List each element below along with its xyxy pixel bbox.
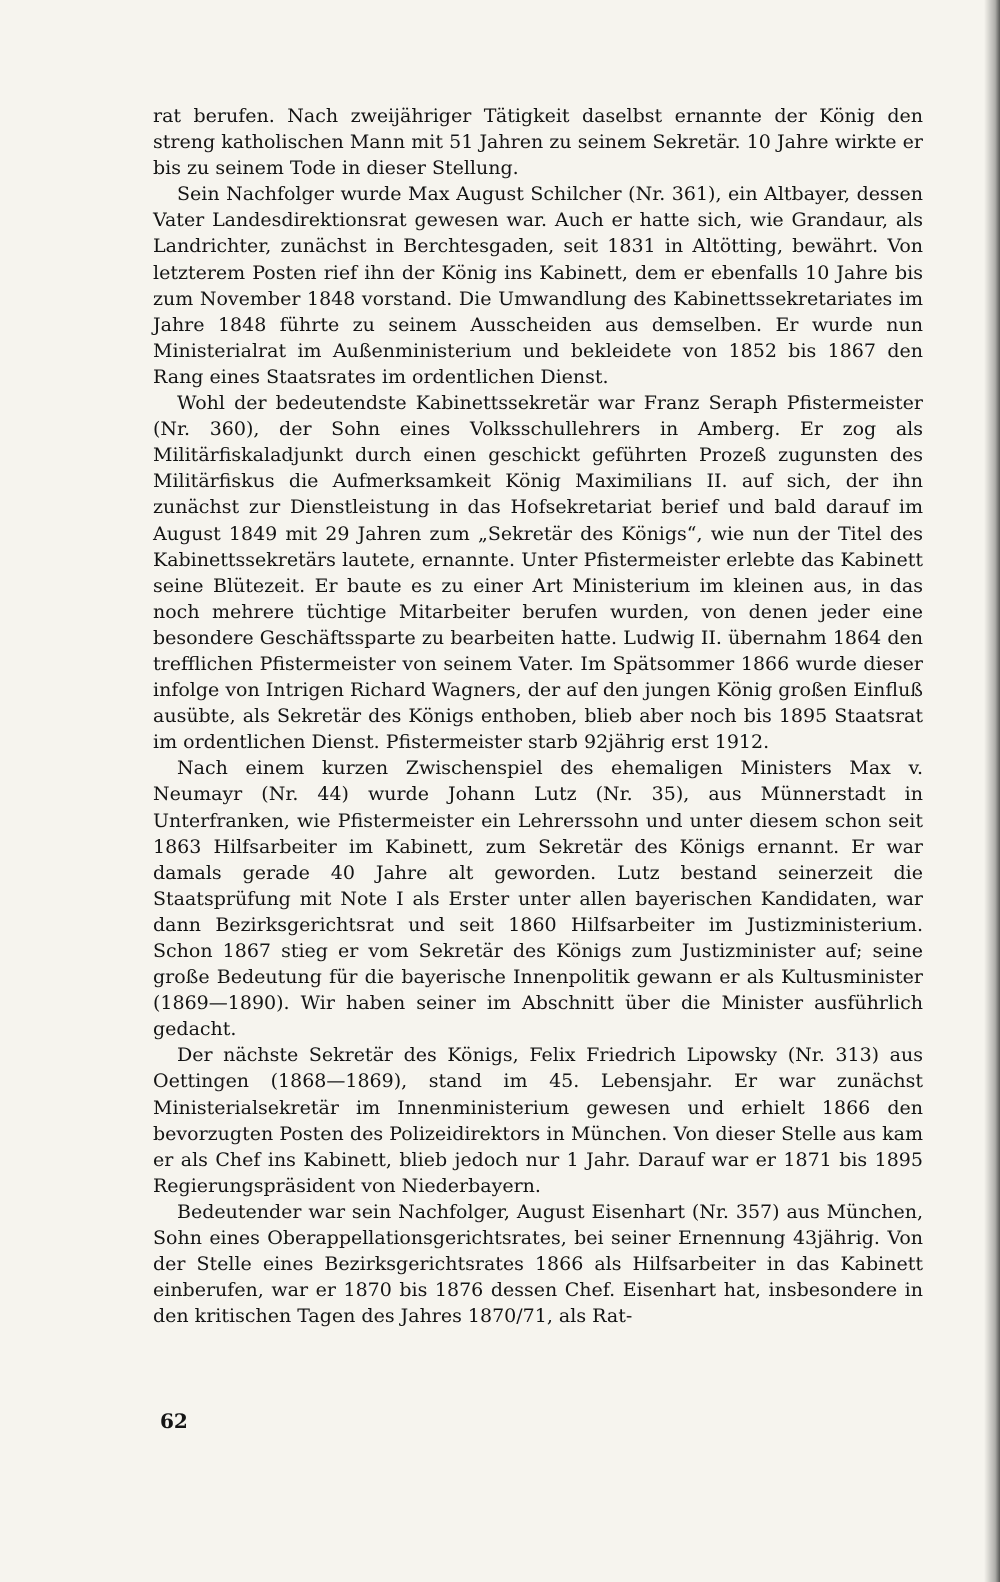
page-number: 62 (160, 1409, 188, 1433)
paragraph: rat berufen. Nach zweijähriger Tätigkeit daselbst ernannte der König den streng katholischen Mann mit 51 Jahren zu seinem Sekretär. 10 Jahre wirkte er bis zu seinem Tode in dieser Stellung. (153, 105, 923, 180)
paragraph: Der nächste Sekretär des Königs, Felix Friedrich Lipowsky (Nr. 313) aus Oettingen (1868—1869), stand im 45. Lebensjahr. Er war zunächst Ministerialsekretär im Innenministerium gewesen und erhielt 1866 den bevorzugten Posten des Polizeidirektors in München. Von dieser Stelle aus kam er als Chef ins Kabinett, blieb jedoch nur 1 Jahr. Darauf war er 1871 bis 1895 Regierungspräsident von Niederbayern. (153, 1044, 923, 1197)
spine-shadow (984, 0, 1000, 1582)
body-text (153, 103, 923, 1329)
paragraph: Nach einem kurzen Zwischenspiel des ehemaligen Ministers Max v. Neumayr (Nr. 44) wurde Johann Lutz (Nr. 35), aus Münnerstadt in Unterfranken, wie Pfistermeister ein Lehrerssohn und unter diesem schon seit 1863 Hilfsarbeiter im Kabinett, zum Sekretär des Königs ernannt. Er war damals gerade 40 Jahre alt geworden. Lutz bestand seinerzeit die Staatsprüfung mit Note I als Erster unter allen bayerischen Kandidaten, war dann Bezirksgerichtsrat und seit 1860 Hilfsarbeiter im Justizministerium. Schon 1867 stieg er vom Sekretär des Königs zum Justizminister auf; seine große Bedeutung für die bayerische Innenpolitik gewann er als Kultusminister (1869—1890). Wir haben seiner im Abschnitt über die Minister ausführlich gedacht. (153, 757, 923, 1041)
paragraph: Sein Nachfolger wurde Max August Schilcher (Nr. 361), ein Altbayer, dessen Vater Landesdirektionsrat gewesen war. Auch er hatte sich, wie Grandaur, als Landrichter, zunächst in Berchtesgaden, seit 1831 in Altötting, bewährt. Von letzterem Posten rief ihn der König ins Kabinett, dem er ebenfalls 10 Jahre bis zum November 1848 vorstand. Die Umwandlung des Kabinettssekretariates im Jahre 1848 führte zu seinem Ausscheiden aus demselben. Er wurde nun Ministerialrat im Außenministerium und bekleidete von 1852 bis 1867 den Rang eines Staatsrates im ordentlichen Dienst. (153, 183, 923, 388)
paragraph: Wohl der bedeutendste Kabinettssekretär war Franz Seraph Pfistermeister (Nr. 360), der Sohn eines Volksschullehrers in Amberg. Er zog als Militärfiskaladjunkt durch einen geschickt geführten Prozeß zugunsten des Militärfiskus die Aufmerksamkeit König Maximilians II. auf sich, der ihn zunächst zur Dienstleistung in das Hofsekretariat berief und bald darauf im August 1849 mit 29 Jahren zum „Sekretär des Königs“, wie nun der Titel des Kabinettssekretärs lautete, ernannte. Unter Pfistermeister erlebte das Kabinett seine Blütezeit. Er baute es zu einer Art Ministerium im kleinen aus, in das noch mehrere tüchtige Mitarbeiter berufen wurden, von denen jeder eine besondere Geschäftssparte zu bearbeiten hatte. Ludwig II. übernahm 1864 den trefflichen Pfistermeister von seinem Vater. Im Spätsommer 1866 wurde dieser infolge von Intrigen Richard Wagners, der auf den jungen König großen Einfluß ausübte, als Sekretär des Königs enthoben, blieb aber noch bis 1895 Staatsrat im ordentlichen Dienst. Pfistermeister starb 92jährig erst 1912. (153, 392, 923, 754)
paragraph: Bedeutender war sein Nachfolger, August Eisenhart (Nr. 357) aus München, Sohn eines Oberappellationsgerichtsrates, bei seiner Ernennung 43jährig. Von der Stelle eines Bezirksgerichtsrates 1866 als Hilfsarbeiter in das Kabinett einberufen, war er 1870 bis 1876 dessen Chef. Eisenhart hat, insbesondere in den kritischen Tagen des Jahres 1870/71, als Rat- (153, 1200, 923, 1328)
